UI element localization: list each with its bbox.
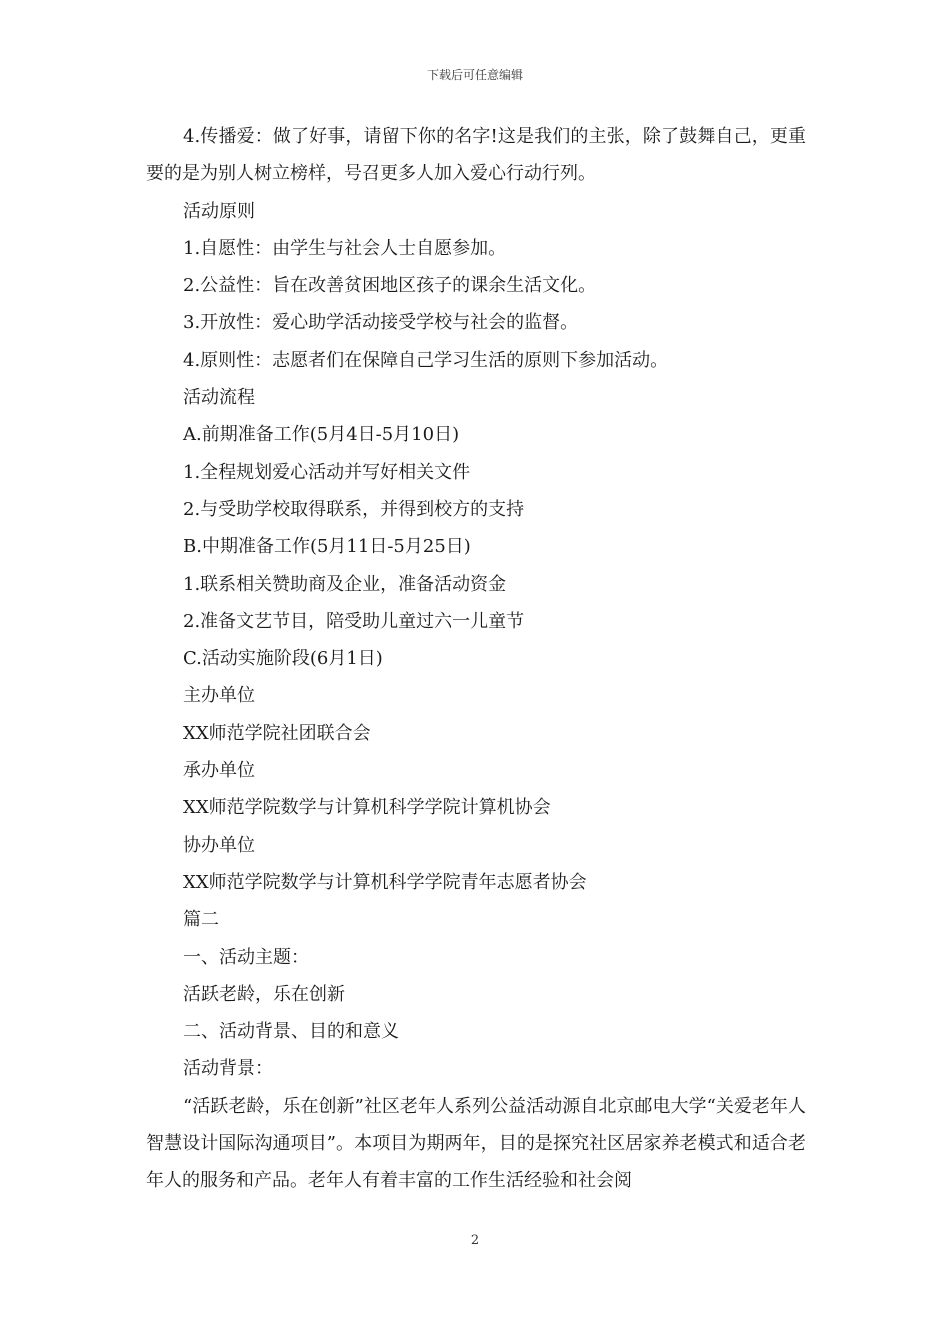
list-item: 2.与受助学校取得联系，并得到校方的支持 (183, 498, 525, 520)
paragraph: 活跃老龄，乐在创新 (183, 983, 345, 1005)
list-item: 3.开放性：爱心助学活动接受学校与社会的监督。 (183, 312, 579, 334)
section-heading: 主办单位 (183, 685, 255, 707)
section-heading: 协办单位 (183, 834, 255, 856)
list-item: 1.自愿性：由学生与社会人士自愿参加。 (183, 237, 507, 259)
list-item: 4.原则性：志愿者们在保障自己学习生活的原则下参加活动。 (183, 349, 669, 371)
list-item: 1.全程规划爱心活动并写好相关文件 (183, 461, 471, 483)
list-item: 2.准备文艺节目，陪受助儿童过六一儿童节 (183, 610, 525, 632)
list-item: B.中期准备工作(5月11日-5月25日) (183, 536, 471, 558)
page-number: 2 (470, 1233, 480, 1248)
list-item: C.活动实施阶段(6月1日) (183, 648, 383, 670)
list-item: A.前期准备工作(5月4日-5月10日) (183, 424, 460, 446)
list-item: 1.联系相关赞助商及企业，准备活动资金 (183, 573, 507, 595)
list-item: 2.公益性：旨在改善贫困地区孩子的课余生活文化。 (183, 275, 597, 297)
section-heading: 篇二 (183, 909, 219, 931)
paragraph: “活跃老龄，乐在创新”社区老年人系列公益活动源自北京邮电大学“关爱老年人智慧设计国际沟通项目”。本项目为期两年，目的是探究社区居家养老模式和适合老年人的服务和产品。老年人有着丰富的工作生活经验和社会阅 (146, 1095, 806, 1192)
paragraph: XX师范学院数学与计算机科学学院青年志愿者协会 (183, 871, 587, 893)
paragraph: 4.传播爱：做了好事，请留下你的名字!这是我们的主张，除了鼓舞自己，更重要的是为别人树立榜样，号召更多人加入爱心行动行列。 (146, 126, 806, 185)
paragraph: XX师范学院数学与计算机科学学院计算机协会 (183, 797, 551, 819)
section-heading: 一、活动主题： (183, 946, 309, 968)
section-heading: 活动背景： (183, 1058, 273, 1080)
section-heading: 活动原则 (183, 200, 255, 222)
section-heading: 承办单位 (183, 760, 255, 782)
page-header-note: 下载后可任意编辑 (426, 68, 523, 82)
paragraph: XX师范学院社团联合会 (183, 722, 371, 744)
section-heading: 活动流程 (183, 387, 255, 409)
section-heading: 二、活动背景、目的和意义 (183, 1021, 399, 1043)
document-body (146, 118, 806, 1200)
